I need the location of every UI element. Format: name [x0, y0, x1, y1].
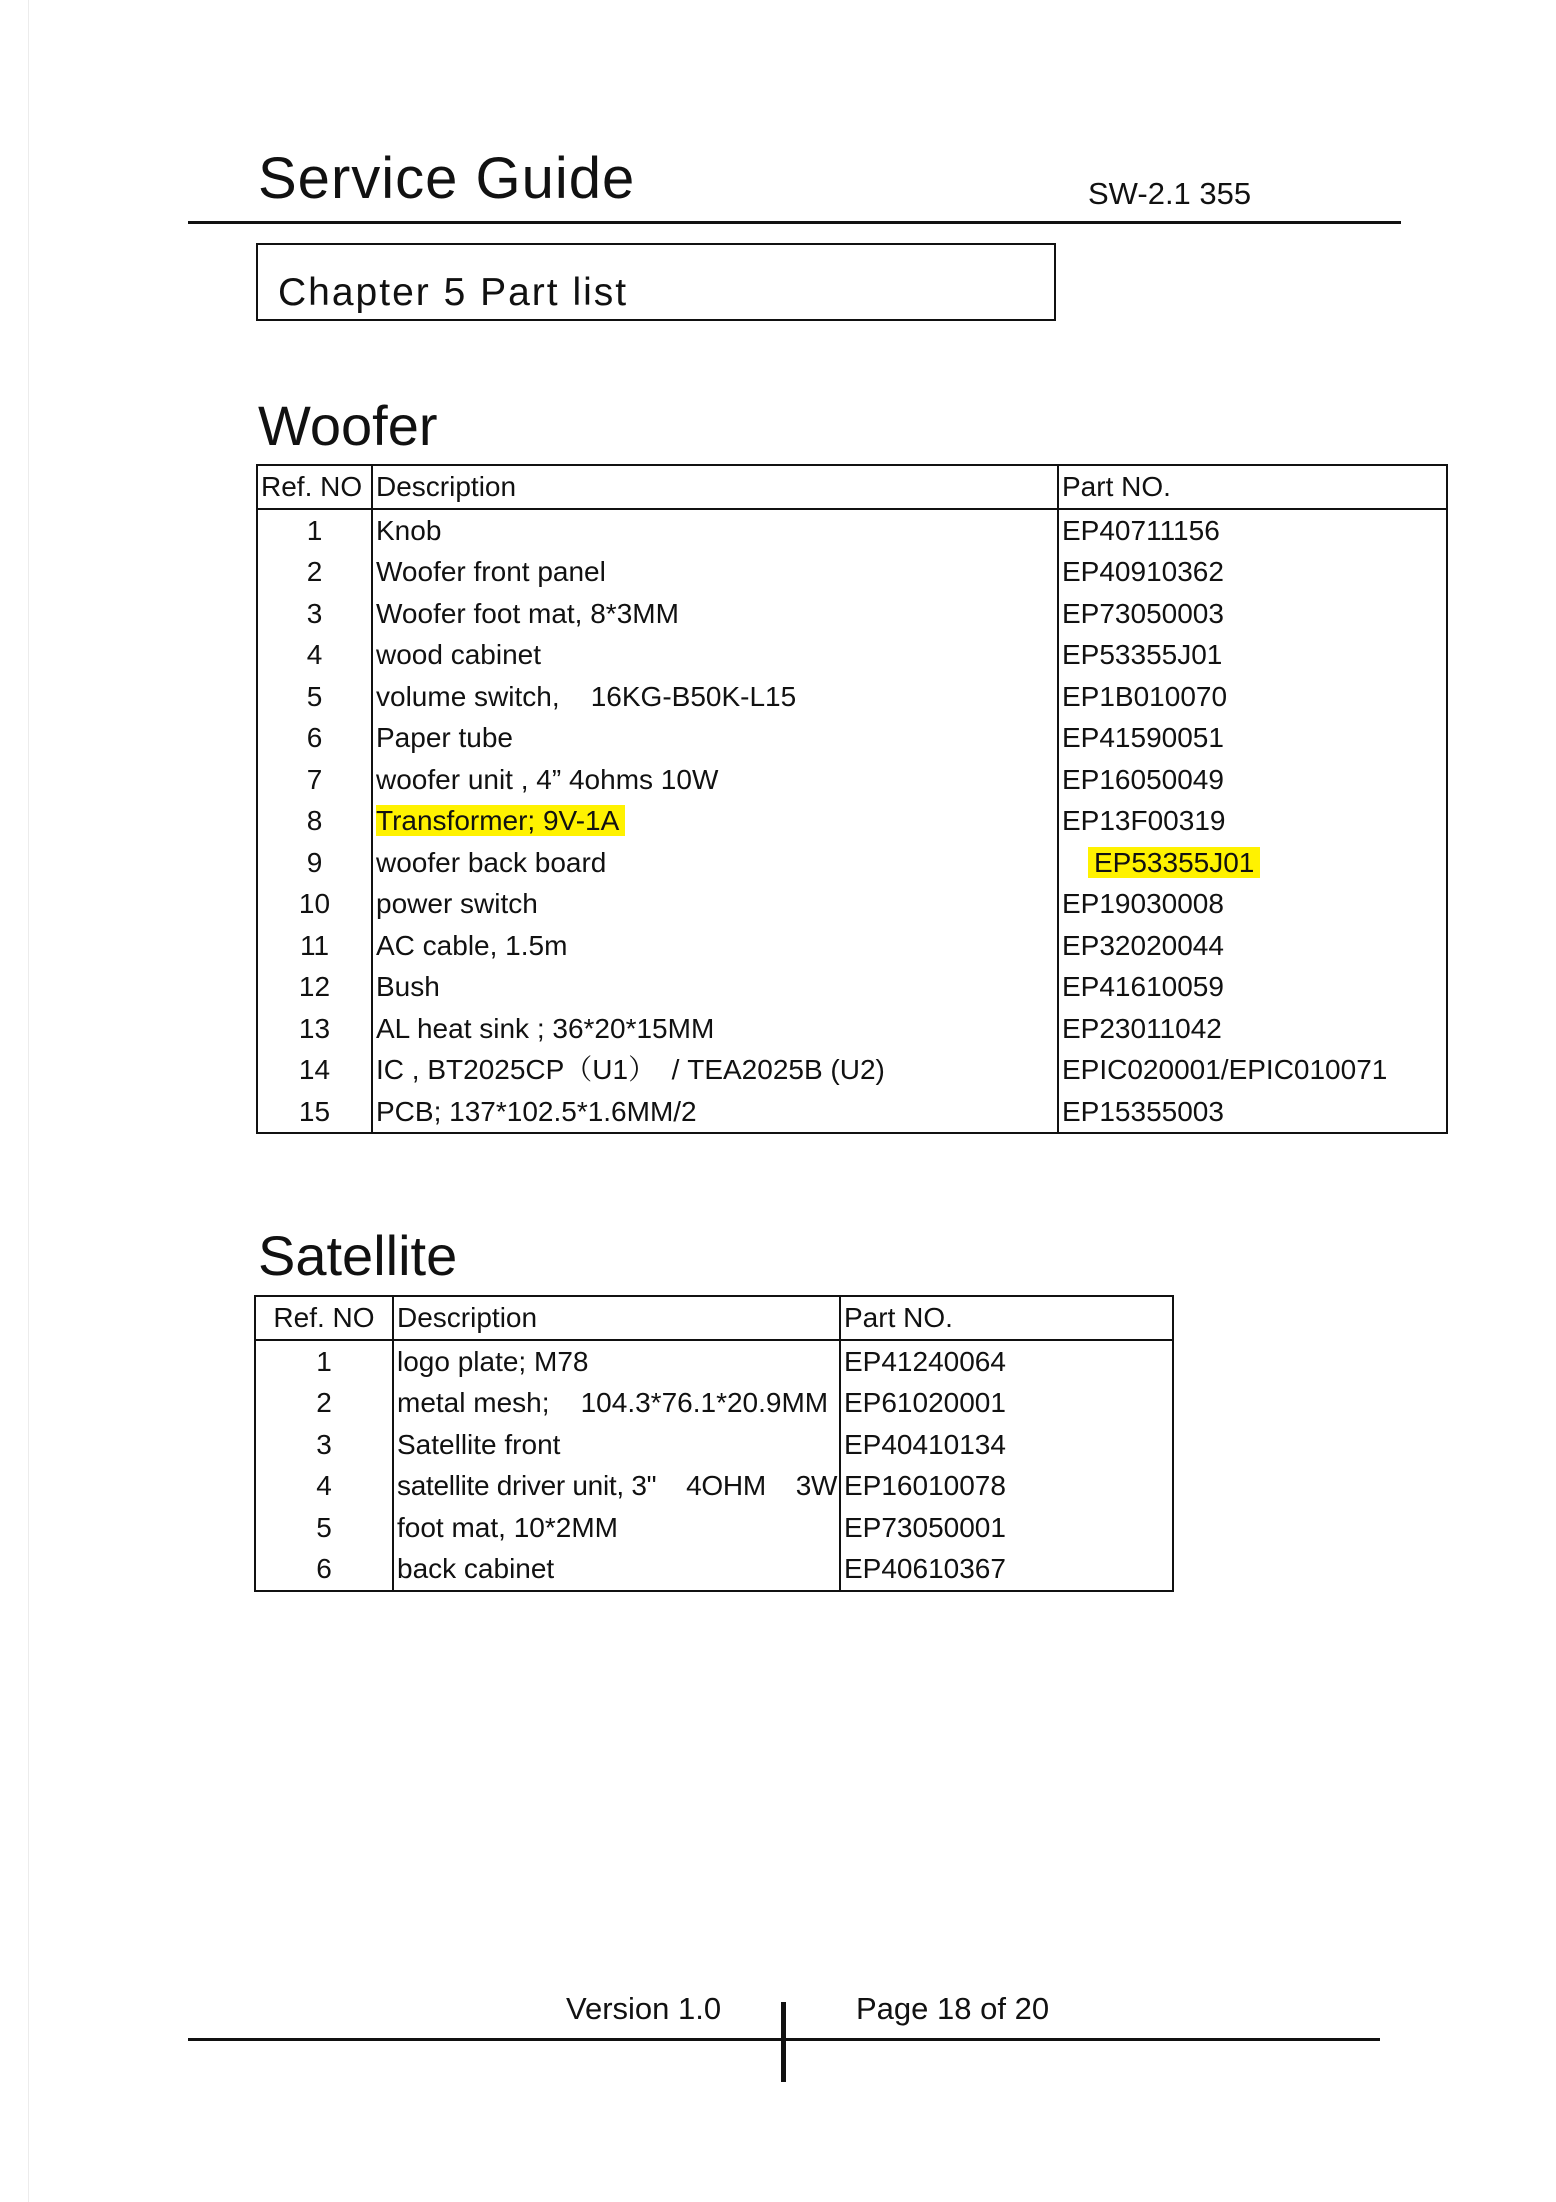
- table-row: [257, 800, 1447, 842]
- part-number-cell: EP73050001: [844, 1511, 1006, 1543]
- part-number-cell: EPIC020001/EPIC010071: [1062, 1054, 1388, 1085]
- part-number-cell: EP61020001: [844, 1387, 1006, 1418]
- part-number-cell: EP16050049: [1062, 763, 1224, 795]
- table-row: [257, 842, 1447, 884]
- table-row: [257, 883, 1447, 925]
- part-number-cell: EP41590051: [1062, 722, 1224, 753]
- ref-cell: 8: [257, 800, 372, 842]
- description-cell: AC cable, 1.5m: [372, 925, 1058, 967]
- ref-cell: 3: [255, 1424, 393, 1466]
- table-header-row: [257, 465, 1447, 509]
- ref-cell: 1: [255, 1340, 393, 1383]
- part-number-cell: EP40410134: [844, 1428, 1006, 1460]
- part-number-cell: EP16010078: [844, 1470, 1006, 1501]
- column-header-ref: Ref. NO: [255, 1296, 393, 1340]
- part-number-cell: EP40910362: [1062, 556, 1224, 587]
- woofer-section-title: Woofer: [258, 394, 438, 457]
- ref-cell: 10: [257, 883, 372, 925]
- footer-divider: [188, 2038, 1380, 2041]
- footer-page-number: Page 18 of 20: [856, 1991, 1050, 2026]
- ref-cell: 12: [257, 966, 372, 1008]
- header-title: Service Guide: [258, 146, 636, 211]
- table-row: [257, 593, 1447, 635]
- ref-cell: 15: [257, 1091, 372, 1134]
- ref-cell: 5: [257, 676, 372, 718]
- description-cell: back cabinet: [393, 1548, 840, 1591]
- ref-cell: 2: [255, 1382, 393, 1424]
- ref-cell: 4: [257, 634, 372, 676]
- highlighted-description: Transformer; 9V-1A: [376, 805, 625, 836]
- page-edge-line: [28, 0, 29, 2202]
- table-row: [257, 966, 1447, 1008]
- table-row: [257, 676, 1447, 718]
- part-number-cell: EP13F00319: [1062, 805, 1226, 836]
- part-number-cell: EP41240064: [844, 1345, 1006, 1377]
- header-divider: [188, 221, 1401, 224]
- description-cell: woofer back board: [372, 842, 1058, 884]
- ref-cell: 5: [255, 1507, 393, 1549]
- description-cell: AL heat sink ; 36*20*15MM: [372, 1008, 1058, 1050]
- ref-cell: 7: [257, 759, 372, 801]
- chapter-title: Chapter 5 Part list: [278, 271, 629, 314]
- table-row: [257, 551, 1447, 593]
- part-number-cell: EP73050003: [1062, 597, 1224, 629]
- description-cell-highlighted: [372, 800, 1058, 842]
- part-number-cell: EP41610059: [1062, 971, 1224, 1002]
- table-row: [257, 925, 1447, 967]
- highlighted-part-number: EP53355J01: [1088, 847, 1260, 878]
- ref-cell: 14: [257, 1049, 372, 1091]
- description-cell: metal mesh; 104.3*76.1*20.9MM: [393, 1382, 840, 1424]
- column-header-ref: Ref. NO: [257, 465, 372, 509]
- description-cell: logo plate; M78: [393, 1340, 840, 1383]
- description-cell: Satellite front: [393, 1424, 840, 1466]
- description-cell: foot mat, 10*2MM: [393, 1507, 840, 1549]
- table-row: [257, 634, 1447, 676]
- description-cell: Woofer foot mat, 8*3MM: [372, 593, 1058, 635]
- table-header-row: [255, 1296, 1173, 1340]
- ref-cell: 6: [255, 1548, 393, 1591]
- ref-cell: 4: [255, 1465, 393, 1507]
- description-cell: Woofer front panel: [372, 551, 1058, 593]
- table-row: [257, 1008, 1447, 1050]
- ref-cell: 3: [257, 593, 372, 635]
- part-number-cell: EP53355J01: [1062, 639, 1223, 670]
- footer-separator-bar: [781, 2002, 786, 2082]
- description-cell: satellite driver unit, 3" 4OHM 3W: [393, 1465, 840, 1507]
- column-header-description: Description: [393, 1296, 840, 1340]
- satellite-parts-table: [254, 1295, 1174, 1592]
- description-cell: Knob: [372, 509, 1058, 552]
- table-row: [255, 1382, 1173, 1424]
- part-number-cell: EP40711156: [1062, 514, 1220, 546]
- ref-cell: 11: [257, 925, 372, 967]
- satellite-section-title: Satellite: [258, 1224, 458, 1287]
- description-cell: power switch: [372, 883, 1058, 925]
- description-cell: woofer unit , 4” 4ohms 10W: [372, 759, 1058, 801]
- table-row: [255, 1424, 1173, 1466]
- part-number-cell: EP15355003: [1062, 1095, 1224, 1127]
- table-row: [255, 1465, 1173, 1507]
- part-number-cell: EP40610367: [844, 1553, 1006, 1584]
- table-row: [257, 759, 1447, 801]
- table-row: [257, 509, 1447, 552]
- table-row: [257, 717, 1447, 759]
- part-number-cell: EP1B010070: [1062, 680, 1228, 712]
- description-cell: IC , BT2025CP（U1） / TEA2025B (U2): [372, 1049, 1058, 1091]
- column-header-part-no: Part NO.: [840, 1296, 1173, 1340]
- table-row: [255, 1548, 1173, 1591]
- part-number-cell: EP19030008: [1062, 888, 1224, 919]
- header-model-number: SW-2.1 355: [1088, 176, 1252, 211]
- table-row: [257, 1049, 1447, 1091]
- description-cell: wood cabinet: [372, 634, 1058, 676]
- description-cell: Bush: [372, 966, 1058, 1008]
- column-header-part-no: Part NO.: [1058, 465, 1447, 509]
- part-number-cell: EP23011042: [1062, 1012, 1222, 1044]
- table-row: [255, 1507, 1173, 1549]
- ref-cell: 1: [257, 509, 372, 552]
- column-header-description: Description: [372, 465, 1058, 509]
- ref-cell: 13: [257, 1008, 372, 1050]
- table-row: [255, 1340, 1173, 1383]
- chapter-box: [256, 243, 1056, 321]
- footer-version: Version 1.0: [566, 1991, 722, 2026]
- table-row: [257, 1091, 1447, 1134]
- woofer-parts-table: [256, 464, 1448, 1134]
- part-number-cell: EP32020044: [1062, 929, 1224, 961]
- ref-cell: 2: [257, 551, 372, 593]
- description-cell: volume switch, 16KG-B50K-L15: [372, 676, 1058, 718]
- ref-cell: 6: [257, 717, 372, 759]
- description-cell: PCB; 137*102.5*1.6MM/2: [372, 1091, 1058, 1134]
- description-cell: Paper tube: [372, 717, 1058, 759]
- ref-cell: 9: [257, 842, 372, 884]
- part-number-cell-highlighted: [1058, 842, 1447, 884]
